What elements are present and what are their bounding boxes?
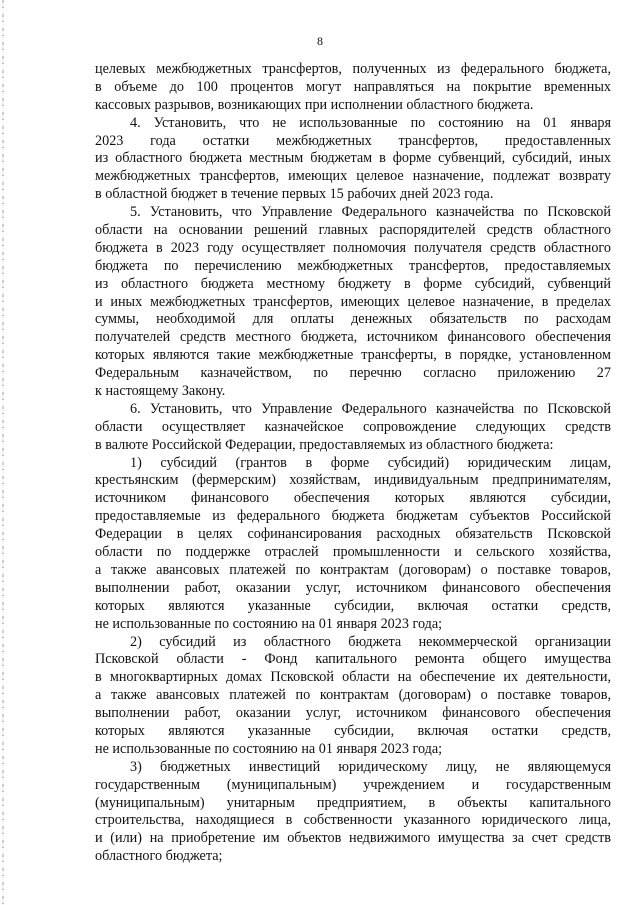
document-body	[95, 61, 611, 866]
text-line: 5. Установить, что Управление Федерального казначейства по Псковской	[130, 204, 611, 221]
scan-edge-decoration	[2, 0, 4, 905]
text-line: в валюте Российской Федерации, предоставляемых из областного бюджета:	[95, 436, 554, 453]
subparagraph-2	[95, 634, 611, 759]
subparagraph-1	[95, 455, 611, 634]
text-line: 6. Установить, что Управление Федерального казначейства по Псковской	[130, 400, 611, 417]
text-line: а также авансовых платежей по контрактам (договорам) о поставке товаров,	[95, 687, 611, 704]
text-line: 2023 года остатки межбюджетных трансфертов, предоставленных	[95, 132, 611, 149]
text-line: получателей средств местного бюджета, источником финансового обеспечения	[95, 329, 611, 346]
text-line: в областной бюджет в течение первых 15 рабочих дней 2023 года.	[95, 186, 494, 203]
paragraph-item-4	[95, 115, 611, 204]
text-line: бюджета по перечислению межбюджетных трансфертов, предоставляемых	[95, 257, 611, 274]
paragraph-item-6	[95, 401, 611, 455]
text-line: Федерации в целях софинансирования расходных обязательств Псковской	[95, 526, 611, 543]
text-line: области осуществляет казначейское сопровождение следующих средств	[95, 418, 611, 435]
text-line: 4. Установить, что не использованные по состоянию на 01 января	[130, 114, 611, 131]
text-line: областного бюджета;	[95, 848, 223, 865]
text-line: кассовых разрывов, возникающих при исполнении областного бюджета.	[95, 96, 534, 113]
text-line: строительства, находящиеся в собственности указанного юридического лица,	[95, 812, 611, 829]
text-line: из областного бюджета местному бюджету в форме субсидий, субвенций	[95, 275, 611, 292]
text-line: целевых межбюджетных трансфертов, полученных из федерального бюджета,	[95, 61, 611, 77]
text-line: в многоквартирных домах Псковской области на обеспечение их деятельности,	[95, 669, 611, 686]
text-line: которых являются такие межбюджетные трансферты, в порядке, установленном	[95, 347, 611, 364]
paragraph-item-5	[95, 204, 611, 401]
paragraph-continuation	[95, 61, 611, 115]
text-line: не использованные по состоянию на 01 января 2023 года;	[95, 615, 443, 632]
text-line: а также авансовых платежей по контрактам (договорам) о поставке товаров,	[95, 561, 611, 578]
text-line: которых являются указанные субсидии, включая остатки средств,	[95, 597, 611, 614]
text-line: и (или) на приобретение им объектов недвижимого имущества за счет средств	[95, 830, 611, 847]
text-line: к настоящему Закону.	[95, 383, 226, 400]
text-line: 2) субсидий из областного бюджета некоммерческой организации	[130, 633, 611, 650]
text-line: суммы, необходимой для оплаты денежных обязательств по расходам	[95, 311, 611, 328]
text-line: межбюджетных трансфертов, имеющих целевое назначение, подлежат возврату	[95, 168, 611, 185]
text-line: (муниципальным) унитарным предприятием, в объекты капитального	[95, 794, 611, 811]
subparagraph-3	[95, 759, 611, 866]
text-line: 3) бюджетных инвестиций юридическому лицу, не являющемуся	[130, 758, 611, 775]
text-line: Псковской области - Фонд капитального ремонта общего имущества	[95, 651, 611, 668]
text-line: 1) субсидий (грантов в форме субсидий) юридическим лицам,	[130, 454, 611, 471]
page-number: 8	[317, 34, 323, 48]
text-line: области на основании решений главных распорядителей средств областного	[95, 222, 611, 239]
text-line: не использованные по состоянию на 01 января 2023 года;	[95, 740, 443, 757]
text-line: в объеме до 100 процентов могут направляться на покрытие временных	[95, 78, 611, 95]
text-line: источником финансового обеспечения которых являются субсидии,	[95, 490, 611, 507]
text-line: бюджета в 2023 году осуществляет полномочия получателя средств областного	[95, 239, 611, 256]
text-line: которых являются указанные субсидии, включая остатки средств,	[95, 722, 611, 739]
text-line: государственным (муниципальным) учреждением и государственным	[95, 776, 611, 793]
text-line: выполнении работ, оказании услуг, источником финансового обеспечения	[95, 705, 611, 722]
text-line: Федеральным казначейством, по перечню согласно приложению 27	[95, 365, 611, 382]
text-line: выполнении работ, оказании услуг, источником финансового обеспечения	[95, 579, 611, 596]
text-line: из областного бюджета местным бюджетам в форме субвенций, субсидий, иных	[95, 150, 611, 167]
text-line: области по поддержке отраслей промышленности и сельского хозяйства,	[95, 544, 611, 561]
text-line: предоставляемые из федерального бюджета бюджетам субъектов Российской	[95, 508, 611, 525]
text-line: и иных межбюджетных трансфертов, имеющих целевое назначение, в пределах	[95, 293, 611, 310]
text-line: крестьянским (фермерским) хозяйствам, индивидуальным предпринимателям,	[95, 472, 611, 489]
